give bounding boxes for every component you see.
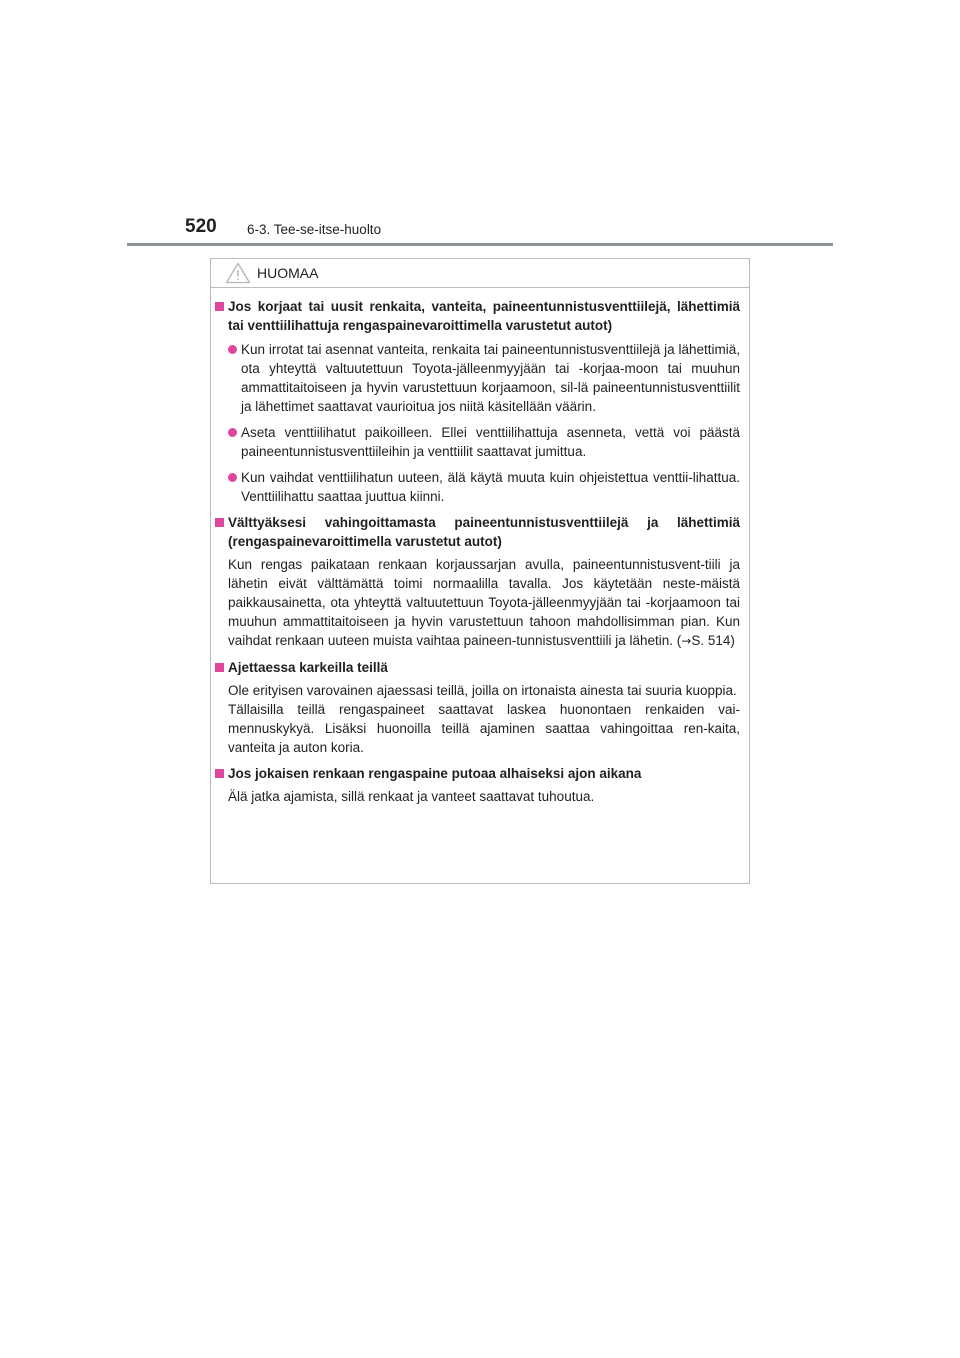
- notice-section: [211, 297, 749, 506]
- section-paragraph: Tällaisilla teillä rengaspaineet saattavat laskea huonontaen renkaiden vai-mennuskykyä. Lisäksi huonoilla teillä ajaminen saattaa vahingoittaa ren-kaita, vanteita ja auton koria.: [228, 702, 740, 755]
- square-bullet-icon: [215, 518, 224, 527]
- section-paragraph: Ole erityisen varovainen ajaessasi teillä, joilla on irtonaista ainesta tai suuria kuoppia.: [228, 683, 737, 698]
- section-heading: Jos jokaisen renkaan rengaspaine putoaa alhaiseksi ajon aikana: [228, 766, 642, 781]
- notice-divider: [211, 287, 749, 288]
- notice-header: [225, 259, 318, 287]
- bullet-text: Kun vaihdat venttiilihatun uuteen, älä käytä muuta kuin ohjeistettua venttii-lihattua. Venttiilihattu saattaa juuttua kiinni.: [241, 470, 740, 504]
- circle-bullet-icon: [228, 345, 237, 354]
- header-rule: [127, 243, 833, 246]
- section-paragraph: Älä jatka ajamista, sillä renkaat ja vanteet saattavat tuhoutua.: [228, 789, 595, 804]
- notice-section: [211, 764, 749, 806]
- circle-bullet-icon: [228, 473, 237, 482]
- section-body: [228, 555, 740, 651]
- section-heading: Ajettaessa karkeilla teillä: [228, 660, 388, 675]
- notice-section: [211, 658, 749, 757]
- square-bullet-icon: [215, 769, 224, 778]
- circle-bullet-icon: [228, 428, 237, 437]
- notice-section: [211, 513, 749, 651]
- bullet-item: [228, 468, 740, 506]
- section-body: [228, 681, 740, 757]
- section-body: [228, 787, 740, 806]
- notice-box: [210, 258, 750, 884]
- page-ref-arrow: →: [681, 634, 692, 648]
- square-bullet-icon: [215, 663, 224, 672]
- notice-content: [211, 297, 749, 813]
- bullet-text: Aseta venttiilihatut paikoilleen. Ellei venttiilihattuja asenneta, vettä voi päästä paineentunnistusventtiileihin ja venttiilit saattavat jumittua.: [241, 425, 740, 459]
- paragraph-text: Kun rengas paikataan renkaan korjaussarjan avulla, paineentunnistusvent-tiili ja lähetin eivät välttämättä toimi normaalilla tavalla. Jos käytetään neste-mäistä paikkausainetta, ota yhteyttä valtuutettuun Toyota-jälleenmyyjään tai -korjaamoon tai muuhun ammattitaitoiseen ja hyvin varustettuun tahoon mahdollisimman pian. Kun vaihdat renkaan uuteen muista vaihtaa paineen-tunnistusventtiili ja lähetin. (: [228, 557, 740, 648]
- page-ref-text: S. 514): [691, 633, 735, 648]
- section-heading: Välttyäksesi vahingoittamasta paineentunnistusventtiilejä ja lähettimiä (rengaspainevaroittimella varustetut autot): [228, 515, 740, 549]
- warning-triangle-icon: [225, 262, 251, 284]
- bullet-item: [228, 340, 740, 416]
- square-bullet-icon: [215, 302, 224, 311]
- section-title: 6-3. Tee-se-itse-huolto: [247, 222, 382, 237]
- section-paragraph: [228, 555, 740, 651]
- bullet-text: Kun irrotat tai asennat vanteita, renkaita tai paineentunnistusventtiilejä ja lähettimiä, ota yhteyttä valtuutettuun Toyota-jälleenmyyjään tai -korjaa-moon tai muuhun ammattitaitoiseen ja hyvin varustettuun korjaamoon, sil-lä paineentunnistusventtiilit ja lähettimet saattavat vaurioitua jos niitä käsitellään väärin.: [241, 342, 740, 414]
- bullet-item: [228, 423, 740, 461]
- page-number: 520: [185, 216, 217, 237]
- notice-title: HUOMAA: [257, 265, 319, 281]
- section-heading: Jos korjaat tai uusit renkaita, vanteita, paineentunnistusventtiilejä, lähettimiä tai venttiilihattuja rengaspainevaroittimella varustetut autot): [228, 299, 740, 333]
